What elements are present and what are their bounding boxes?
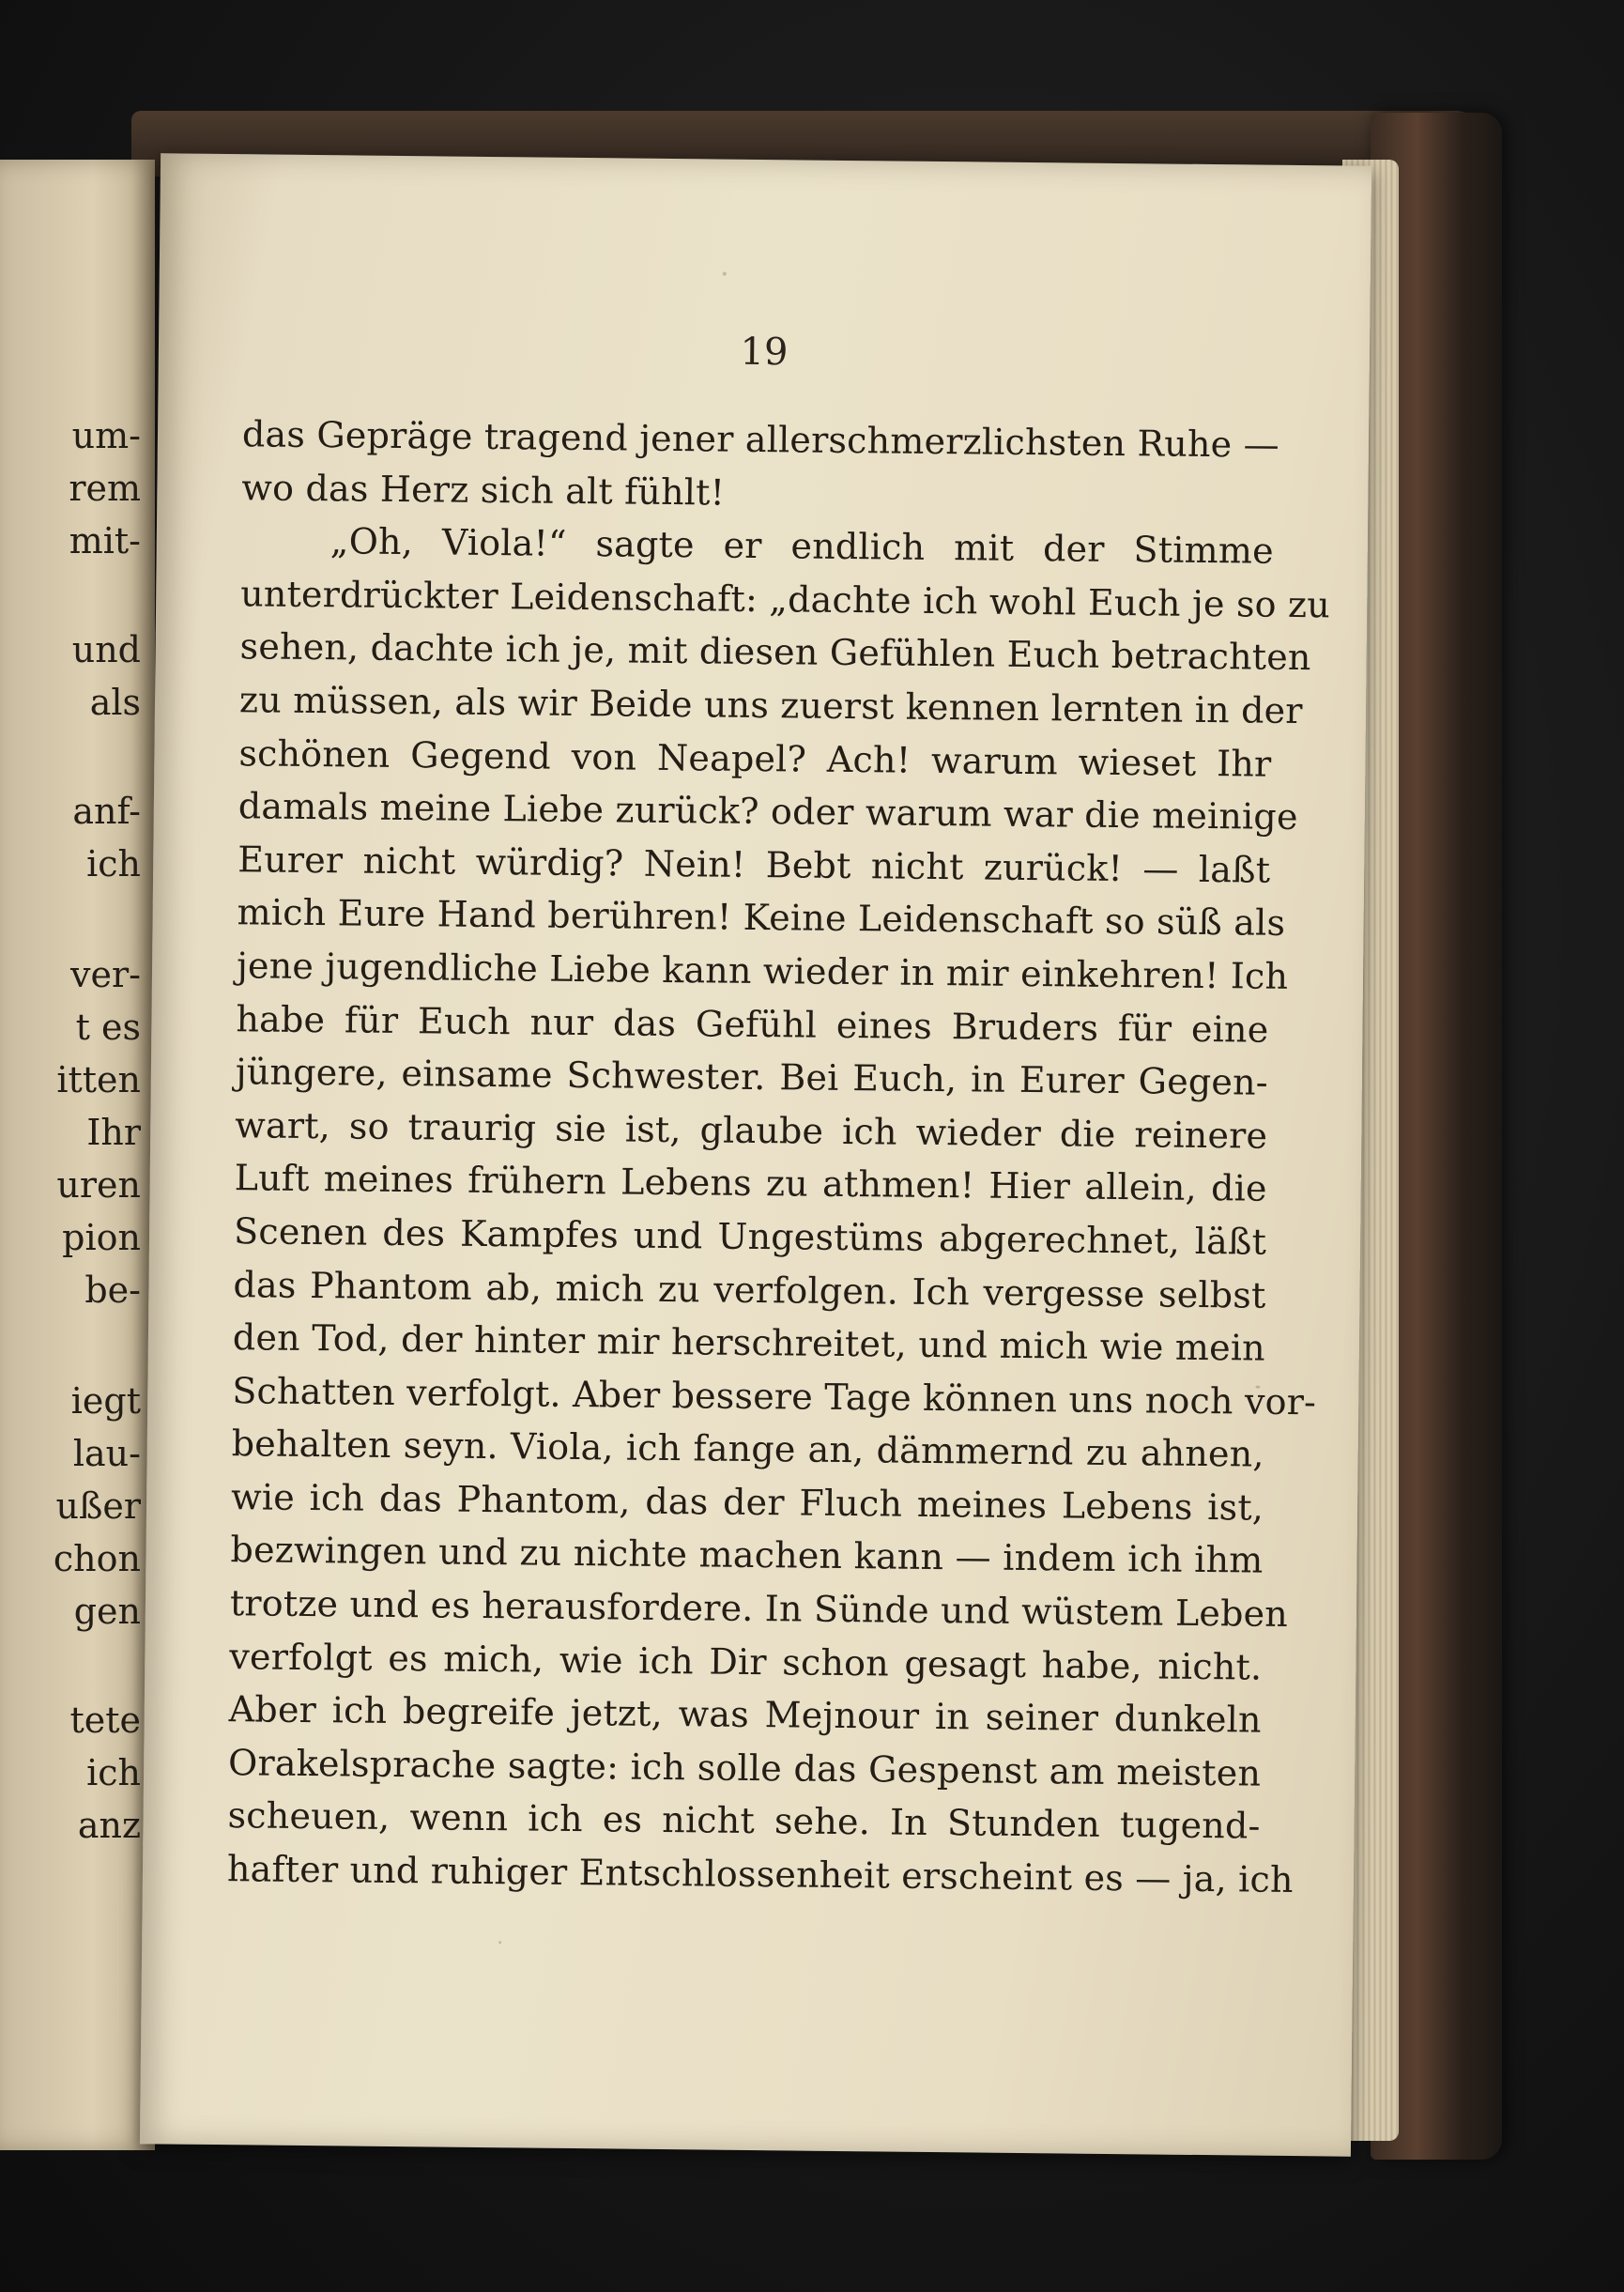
left-page-fragment: und [71,629,141,670]
text-line: bezwingen und zu nichte machen kann — indem ich ihm [230,1529,1264,1582]
left-page-fragment: anz [77,1805,141,1846]
text-line: trotze und es herausfordere. In Sünde und wüstem Leben [229,1582,1289,1636]
text-line: damals meine Liebe zurück? oder warum war die meinige [237,785,1298,838]
left-page-fragment: als [89,682,141,723]
text-line: Luft meines frühern Lebens zu athmen! Hier allein, die [234,1157,1267,1210]
text-line: Eurer nicht würdig? Nein! Bebt nicht zurück! — laßt [237,838,1271,891]
text-line: schönen Gegend von Neapel? Ach! warum wieset Ihr [238,731,1272,785]
text-line: den Tod, der hinter mir herschreitet, und mich wie mein [232,1316,1266,1369]
left-page-fragment: ußer [55,1485,141,1527]
left-page-fragment: t es [75,1007,141,1048]
page-number: 19 [740,330,789,375]
text-line: jene jugendliche Liebe kann wieder in mir einkehren! Ich [236,945,1289,997]
text-line: Aber ich begreife jetzt, was Mejnour in seiner dunkeln [228,1688,1262,1741]
left-page-fragment: lau- [72,1433,141,1474]
text-line: das Gepräge tragend jener allerschmerzlichsten Ruhe — [241,413,1280,466]
text-line: wo das Herz sich alt fühlt! [241,466,726,514]
text-line: behalten seyn. Viola, ich fange an, dämmernd zu ahnen, [231,1423,1264,1475]
text-line: Scenen des Kampfes und Ungestüms abgerechnet, läßt [233,1210,1267,1263]
text-line: wart, so traurig sie ist, glaube ich wieder die reinere [235,1103,1268,1157]
book-page [140,153,1371,2156]
text-line: Schatten verfolgt. Aber bessere Tage können uns noch vor- [232,1369,1317,1423]
text-line: mich Eure Hand berühren! Keine Leidenschaft so süß als [237,891,1286,945]
text-line: wie ich das Phantom, das der Fluch meines Lebens ist, [230,1476,1264,1529]
left-page-fragment: gen [73,1591,141,1632]
text-line: unterdrückter Leidenschaft: „dachte ich wohl Euch je so zu [240,573,1331,626]
text-line: sehen, dachte ich je, mit diesen Gefühlen Euch betrachten [239,625,1311,679]
left-page-fragment: iegt [70,1380,141,1422]
left-page-fragment: mit- [69,520,141,561]
text-line: das Phantom ab, mich zu verfolgen. Ich vergesse selbst [233,1263,1266,1316]
left-page-fragment: Ihr [86,1112,141,1153]
left-page-fragment: um- [71,415,141,456]
left-page-fragment: itten [56,1059,141,1100]
left-page-fragment: anf- [72,791,141,832]
text-line: hafter und ruhiger Entschlossenheit erscheint es — ja, ich [226,1848,1294,1901]
left-page-fragment: uren [56,1164,141,1206]
text-line: verfolgt es mich, wie ich Dir schon gesagt habe, nicht. [229,1635,1263,1688]
text-line: habe für Euch nur das Gefühl eines Bruders für eine [236,997,1269,1051]
left-page-fragment: be- [84,1269,141,1311]
paper-speck [498,1941,501,1944]
left-page-fragment: rem [69,468,141,509]
left-page-fragment: tete [69,1700,141,1741]
text-line: scheuen, wenn ich es nicht sehe. In Stunden tugend- [227,1794,1261,1848]
left-page-fragment: chon [53,1538,141,1579]
left-page-fragment: ich [86,843,141,884]
left-page [0,160,155,2150]
left-page-fragment: ver- [70,954,141,995]
text-line: jüngere, einsame Schwester. Bei Euch, in Eurer Gegen- [235,1051,1269,1103]
left-page-fragment: pion [62,1217,141,1258]
paper-speck [723,272,727,276]
body-text [226,408,1331,1906]
text-line: zu müssen, als wir Beide uns zuerst kennen lernten in der [238,679,1303,732]
text-line: Orakelsprache sagte: ich solle das Gespenst am meisten [227,1741,1262,1794]
left-page-fragment: ich [86,1752,141,1793]
text-line: „Oh, Viola!“ sagte er endlich mit der Stimme [329,520,1274,572]
